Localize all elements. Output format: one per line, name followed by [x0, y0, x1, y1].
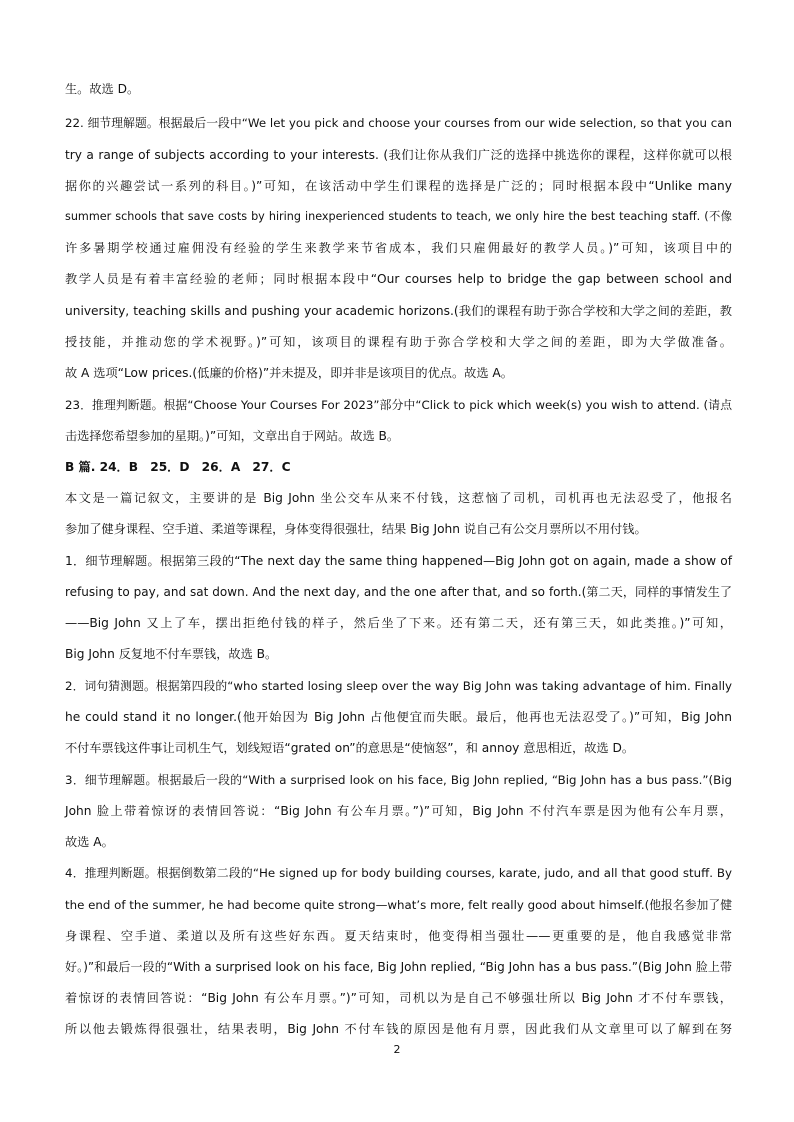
text-line: 1．细节理解题。根据第三段的“The next day the same thing happened—Big John got on again, made a show of	[65, 554, 732, 568]
text-line: 所以他去锻炼得很强壮，结果表明，Big John 不付车钱的原因是他有月票，因此我们从文章里可以了解到在努	[65, 1022, 732, 1036]
text-line: 22. 细节理解题。根据最后一段中“We let you pick and choose your courses from our wide selection, so that you can	[65, 116, 732, 130]
text-line: summer schools that save costs by hiring inexperienced students to teach, we only hire the best teaching staff. (不像	[65, 210, 732, 223]
text-line: 23．推理判断题。根据“Choose Your Courses For 2023”部分中“Click to pick which week(s) you wish to attend. (请点	[65, 398, 732, 412]
text-line: 不付车票钱这件事让司机生气，划线短语“grated on”的意思是“使恼怒”，和 annoy 意思相近，故选 D。	[65, 741, 635, 755]
text-line: 身课程、空手道、柔道以及所有这些好东西。夏天结束时，他变得相当强壮——更重要的是，他自我感觉非常	[65, 929, 732, 943]
text-line: 着惊讶的表情回答说：“Big John 有公车月票。”)”可知，司机以为是自己不够强壮所以 Big John 才不付车票钱，	[65, 991, 732, 1005]
text-line: the end of the summer, he had become quite strong—what’s more, felt really good about himself.(他报名参加了健	[65, 898, 732, 912]
text-line: 3．细节理解题。根据最后一段的“With a surprised look on his face, Big John replied, “Big John has a bus pass.”(Big	[65, 773, 732, 787]
text-line: 生。故选 D。	[65, 82, 140, 96]
section-heading: B 篇. 24．B 25．D 26．A 27．C	[65, 460, 291, 474]
text-line: 故 A 选项“Low prices.(低廉的价格)”并未提及，即并非是该项目的优点。故选 A。	[65, 366, 513, 380]
text-line: 故选 A。	[65, 835, 114, 849]
text-line: Big John 反复地不付车票钱，故选 B。	[65, 647, 278, 661]
text-line: he could stand it no longer.(他开始因为 Big John 占他便宜而失眠。最后，他再也无法忍受了。)”可知，Big John	[65, 710, 732, 724]
page-number: 2	[393, 1043, 401, 1056]
text-line: 授技能，并推动您的学术视野。)”可知，该项目的课程有助于弥合学校和大学之间的差距，即为大学做准备。	[65, 335, 732, 349]
text-line: ——Big John 又上了车，摆出拒绝付钱的样子，然后坐了下来。还有第二天，还有第三天，如此类推。)”可知，	[65, 616, 732, 630]
text-line: 据你的兴趣尝试一系列的科目。)”可知，在该活动中学生们课程的选择是广泛的；同时根据本段中“Unlike many	[65, 179, 732, 193]
text-line: university, teaching skills and pushing your academic horizons.(我们的课程有助于弥合学校和大学之间的差距，教	[65, 304, 732, 318]
text-line: try a range of subjects according to your interests. (我们让你从我们广泛的选择中挑选你的课程，这样你就可以根	[65, 148, 732, 162]
text-line: 4．推理判断题。根据倒数第二段的“He signed up for body building courses, karate, judo, and all that good stuff. By	[65, 866, 732, 880]
text-line: 2．词句猜测题。根据第四段的“who started losing sleep over the way Big John was taking advantage of him. Finally	[65, 679, 732, 693]
text-line: 好。)”和最后一段的“With a surprised look on his face, Big John replied, “Big John has a bus pass.”(Big John 脸上带	[65, 960, 732, 974]
text-line: 许多暑期学校通过雇佣没有经验的学生来教学来节省成本，我们只雇佣最好的教学人员。)”可知，该项目中的	[65, 241, 732, 255]
text-line: 参加了健身课程、空手道、柔道等课程，身体变得很强壮，结果 Big John 说自己有公交月票所以不用付钱。	[65, 522, 647, 536]
text-line: 教学人员是有着丰富经验的老师；同时根据本段中“Our courses help to bridge the gap between school and	[65, 272, 732, 286]
text-line: John 脸上带着惊讶的表情回答说：“Big John 有公车月票。”)”可知，Big John 不付汽车票是因为他有公车月票，	[65, 804, 732, 818]
text-line: 击选择您希望参加的星期。)”可知，文章出自于网站。故选 B。	[65, 429, 400, 443]
text-line: 本文是一篇记叙文，主要讲的是 Big John 坐公交车从来不付钱，这惹恼了司机，司机再也无法忍受了，他报名	[65, 491, 732, 505]
text-line: refusing to pay, and sat down. And the next day, and the one after that, and so forth.(第二天，同样的事情发生了	[65, 585, 732, 599]
